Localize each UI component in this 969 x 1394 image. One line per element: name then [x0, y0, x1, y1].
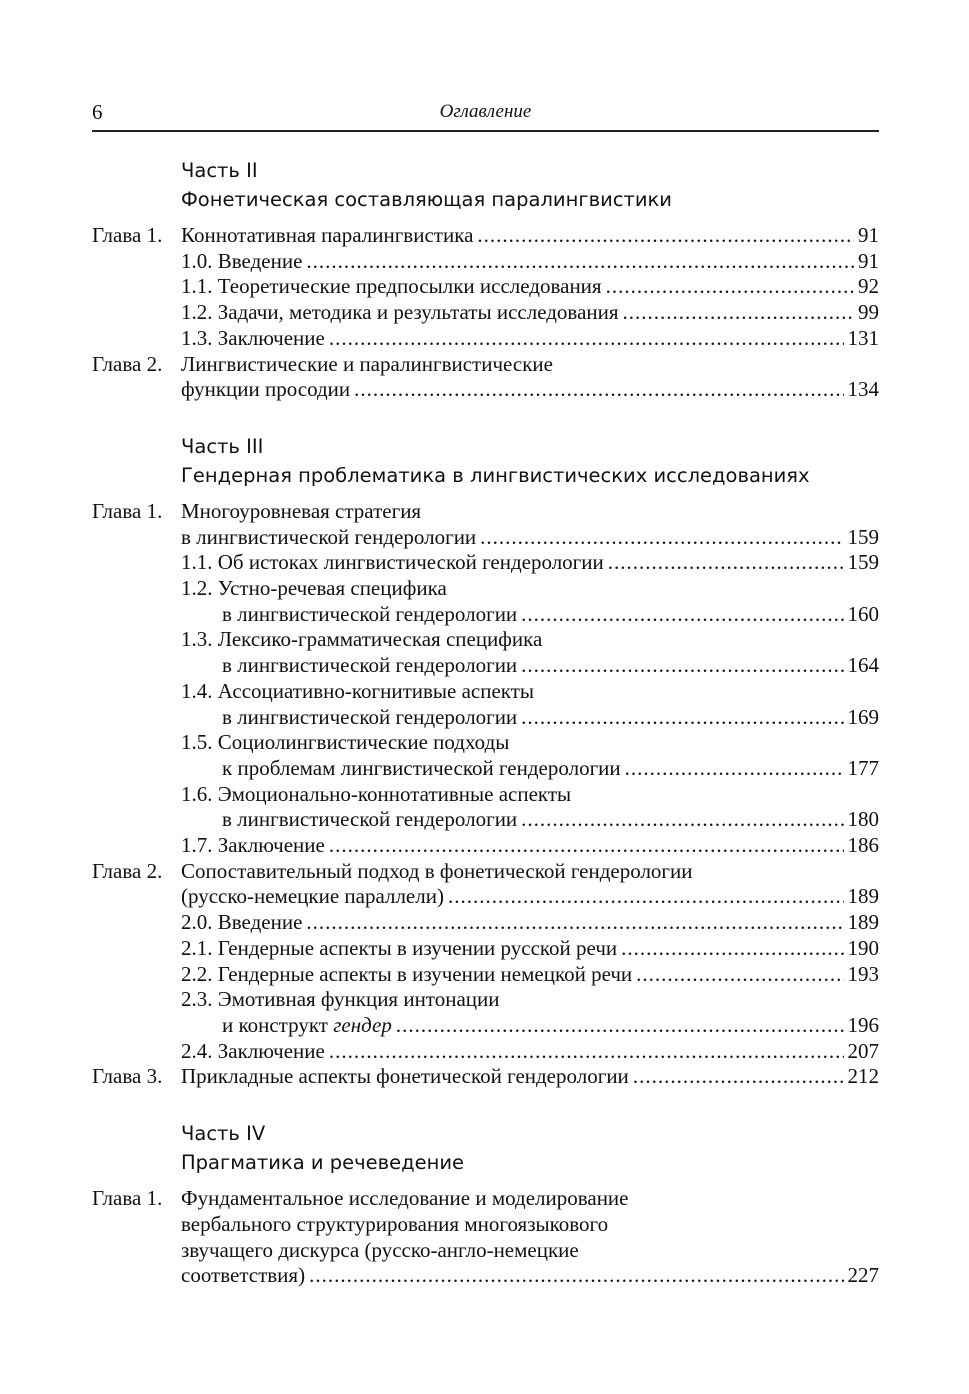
running-title: Оглавление — [439, 101, 532, 122]
chapter-title-cont: соответствия) — [181, 1263, 306, 1288]
toc-entry — [92, 1186, 879, 1212]
page-ref: 207 — [847, 1038, 879, 1063]
part-title: Гендерная проблематика в лингвистических исследованиях — [181, 463, 810, 487]
dot-leader — [608, 550, 844, 576]
section-title: 1.1. Об истоках лингвистической гендерологии — [181, 550, 604, 575]
page-ref: 227 — [847, 1263, 879, 1288]
section-title: 1.4. Ассоциативно-когнитивые аспекты — [181, 678, 535, 703]
toc-entry — [92, 1212, 879, 1238]
toc-entry — [92, 627, 879, 653]
toc-entry — [92, 730, 879, 756]
part-title: Прагматика и речеведение — [181, 1151, 465, 1175]
section-title-italic: гендер — [333, 1012, 392, 1037]
page-ref: 189 — [847, 910, 879, 935]
page-ref: 91 — [858, 223, 879, 247]
chapter-title: Многоуровневая стратегия — [181, 498, 422, 523]
dot-leader — [636, 962, 843, 988]
dot-leader — [621, 936, 843, 962]
dot-leader — [623, 300, 854, 326]
page-ref: 92 — [858, 274, 879, 299]
section-title: 1.6. Эмоционально-коннотативные аспекты — [181, 781, 572, 806]
dot-leader — [521, 807, 843, 833]
dot-leader — [606, 274, 854, 300]
dot-leader — [521, 602, 843, 628]
section-title: 2.2. Гендерные аспекты в изучении немецкой речи — [181, 961, 633, 986]
toc-entry — [92, 550, 879, 576]
chapter-label: Глава 3. — [92, 1064, 163, 1089]
toc-entry — [92, 377, 879, 403]
table-of-contents — [92, 156, 879, 1289]
dot-leader — [306, 910, 843, 936]
section-title: 1.3. Заключение — [181, 325, 325, 350]
chapter-title-cont: (русско-немецкие параллели) — [181, 884, 444, 909]
toc-entry — [92, 602, 879, 628]
page-ref: 99 — [858, 300, 879, 325]
page-ref: 91 — [858, 248, 879, 273]
chapter-label: Глава 2. — [92, 858, 163, 883]
part-2-heading — [92, 156, 879, 214]
section-title-cont: в лингвистической гендерологии — [222, 653, 518, 678]
chapter-label: Глава 1. — [92, 1186, 163, 1211]
part-4-heading — [92, 1119, 879, 1177]
toc-entry — [92, 679, 879, 705]
dot-leader — [329, 1039, 844, 1065]
section-title-cont: в лингвистической гендерологии — [222, 704, 518, 729]
toc-entry — [92, 807, 879, 833]
toc-entry — [92, 1238, 879, 1264]
section-title-cont: в лингвистической гендерологии — [222, 807, 518, 832]
page-ref: 164 — [847, 653, 879, 678]
chapter-title-cont: вербального структурирования многоязыкового — [181, 1211, 609, 1236]
toc-entry — [92, 936, 879, 962]
chapter-title: Сопоставительный подход в фонетической гендерологии — [181, 858, 693, 883]
part-label: Часть IV — [181, 1122, 266, 1146]
toc-entry — [92, 962, 879, 988]
section-title: 1.7. Заключение — [181, 833, 325, 858]
page-ref: 159 — [847, 524, 879, 549]
page-ref: 189 — [847, 884, 879, 909]
page-ref: 159 — [847, 550, 879, 575]
chapter-title: Фундаментальное исследование и моделирование — [181, 1186, 629, 1211]
dot-leader — [448, 884, 844, 910]
toc-entry — [92, 756, 879, 782]
page-ref: 134 — [847, 377, 879, 402]
toc-entry — [92, 499, 879, 525]
chapter-title: Коннотативная паралингвистика — [181, 223, 474, 247]
section-title: 1.2. Задачи, методика и результаты исследования — [181, 300, 619, 325]
part-3-heading — [92, 432, 879, 490]
toc-entry — [92, 987, 879, 1013]
page-ref: 131 — [847, 325, 879, 350]
dot-leader — [625, 756, 844, 782]
section-title: 1.3. Лексико-грамматическая специфика — [181, 627, 543, 652]
toc-entry — [92, 859, 879, 885]
toc-entry — [92, 326, 879, 352]
section-title: 2.0. Введение — [181, 910, 303, 935]
dot-leader — [354, 377, 843, 403]
part-title: Фонетическая составляющая паралингвистики — [181, 188, 672, 211]
page-ref: 177 — [847, 755, 879, 780]
chapter-title-cont: функции просодии — [181, 377, 351, 402]
toc-entry — [92, 1013, 879, 1039]
toc-entry — [92, 274, 879, 300]
page-ref: 160 — [847, 601, 879, 626]
section-title-cont: в лингвистической гендерологии — [222, 601, 518, 626]
dot-leader — [633, 1064, 844, 1090]
dot-leader — [306, 249, 854, 275]
toc-entry — [92, 525, 879, 551]
page-header — [92, 98, 879, 132]
page-number: 6 — [92, 100, 103, 124]
toc-entry — [92, 1064, 879, 1090]
page-ref: 212 — [847, 1064, 879, 1089]
toc-entry — [92, 910, 879, 936]
page-ref: 193 — [847, 961, 879, 986]
section-title: 2.4. Заключение — [181, 1038, 325, 1063]
chapter-title-cont: в лингвистической гендерологии — [181, 524, 477, 549]
toc-entry — [92, 1039, 879, 1065]
dot-leader — [480, 525, 843, 551]
chapter-title: Лингвистические и паралингвистические — [181, 351, 553, 376]
part-label: Часть II — [181, 159, 258, 182]
chapter-title-cont: звучащего дискурса (русско-англо-немецкие — [181, 1237, 579, 1262]
page-ref: 196 — [847, 1012, 879, 1037]
toc-entry — [92, 833, 879, 859]
dot-leader — [309, 1263, 843, 1289]
toc-entry — [92, 352, 879, 378]
dot-leader — [396, 1013, 844, 1039]
section-title-cont — [222, 1013, 392, 1039]
toc-entry — [92, 1263, 879, 1289]
toc-entry — [92, 653, 879, 679]
toc-entry — [92, 576, 879, 602]
page-ref: 186 — [847, 833, 879, 858]
section-title: 2.3. Эмотивная функция интонации — [181, 987, 500, 1012]
dot-leader — [521, 705, 843, 731]
chapter-title: Прикладные аспекты фонетической гендерологии — [181, 1064, 629, 1089]
toc-entry — [92, 705, 879, 731]
page-ref: 169 — [847, 704, 879, 729]
dot-leader — [477, 223, 854, 249]
toc-entry — [92, 884, 879, 910]
dot-leader — [521, 653, 843, 679]
section-title: 1.2. Устно-речевая специфика — [181, 576, 447, 601]
section-title: 2.1. Гендерные аспекты в изучении русской речи — [181, 935, 618, 960]
toc-entry — [92, 300, 879, 326]
toc-entry — [92, 782, 879, 808]
dot-leader — [329, 326, 844, 352]
dot-leader — [329, 833, 844, 859]
section-title: 1.0. Введение — [181, 248, 303, 273]
chapter-label: Глава 2. — [92, 351, 163, 376]
toc-entry — [92, 249, 879, 275]
chapter-label: Глава 1. — [92, 223, 163, 247]
chapter-label: Глава 1. — [92, 498, 163, 523]
toc-entry — [92, 223, 879, 249]
page-ref: 180 — [847, 807, 879, 832]
section-title: 1.5. Социолингвистические подходы — [181, 730, 510, 755]
part-label: Часть III — [181, 434, 264, 458]
page-ref: 190 — [847, 935, 879, 960]
section-title-cont: к проблемам лингвистической гендерологии — [222, 755, 621, 780]
section-title-plain: и конструкт — [222, 1012, 328, 1037]
section-title: 1.1. Теоретические предпосылки исследования — [181, 274, 602, 299]
